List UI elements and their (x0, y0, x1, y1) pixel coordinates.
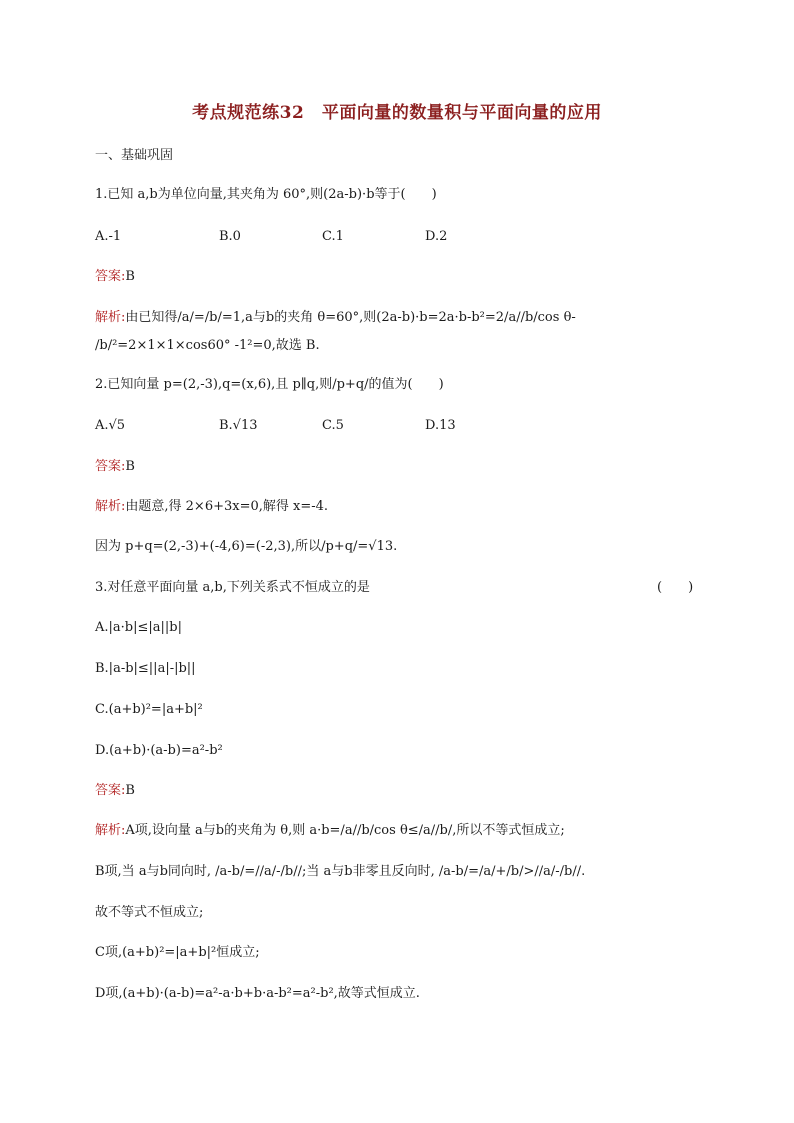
q3-analysis-line-5: D项,(a+b)·(a-b)=a²-a·b+b·a-b²=a²-b²,故等式恒成立. (95, 986, 420, 1001)
answer-label: 答案: (95, 783, 126, 798)
analysis-label: 解析: (95, 823, 126, 838)
analysis-text: 由题意,得 2×6+3x=0,解得 x=-4. (125, 499, 329, 514)
answer-value: B (125, 783, 135, 798)
q2-option-a: A.√5 (95, 418, 126, 433)
q3-stem: 3.对任意平面向量 a,b,下列关系式不恒成立的是 (95, 580, 370, 595)
q3-analysis-line-4: C项,(a+b)²=|a+b|²恒成立; (95, 945, 260, 960)
q3-option-c: C.(a+b)²=|a+b|² (95, 702, 203, 717)
q3-analysis-line-1 (95, 822, 565, 840)
analysis-label: 解析: (95, 499, 126, 514)
q3-option-a: A.|a·b|≤|a||b| (95, 620, 182, 635)
q2-analysis-line-1 (95, 498, 328, 516)
q2-option-b: B.√13 (219, 418, 258, 433)
q1-option-d: D.2 (425, 229, 448, 244)
q2-analysis-line-2: 因为 p+q=(2,-3)+(-4,6)=(-2,3),所以/p+q/=√13. (95, 539, 398, 554)
q2-option-c: C.5 (322, 418, 344, 433)
page-title: 考点规范练32 平面向量的数量积与平面向量的应用 (192, 103, 602, 123)
q2-stem: 2.已知向量 p=(2,-3),q=(x,6),且 p∥q,则/p+q/的值为( ) (95, 377, 444, 392)
q1-option-c: C.1 (322, 229, 344, 244)
q3-answer (95, 782, 135, 800)
answer-value: B (125, 269, 135, 284)
q2-answer (95, 458, 135, 476)
q3-answer-blank: ( ) (657, 580, 694, 595)
answer-value: B (125, 459, 135, 474)
analysis-text: A项,设向量 a与b的夹角为 θ,则 a·b=/a//b/cos θ≤/a//b/,所以不等式恒成立; (125, 823, 565, 838)
analysis-label: 解析: (95, 310, 126, 325)
q1-analysis-line-2: /b/²=2×1×1×cos60° -1²=0,故选 B. (95, 338, 320, 353)
answer-label: 答案: (95, 459, 126, 474)
q1-option-b: B.0 (219, 229, 241, 244)
q1-option-a: A.-1 (95, 229, 122, 244)
q3-option-d: D.(a+b)·(a-b)=a²-b² (95, 743, 223, 758)
q1-answer (95, 268, 135, 286)
q3-analysis-line-2: B项,当 a与b同向时, /a-b/=//a/-/b//;当 a与b非零且反向时, /a-b/=/a/+/b/>//a/-/b//. (95, 864, 586, 879)
q1-stem: 1.已知 a,b为单位向量,其夹角为 60°,则(2a-b)·b等于( ) (95, 187, 437, 202)
analysis-text: 由已知得/a/=/b/=1,a与b的夹角 θ=60°,则(2a-b)·b=2a·b-b²=2/a//b/cos θ- (125, 310, 576, 325)
section-heading: 一、基础巩固 (95, 148, 174, 163)
q1-analysis-line-1 (95, 309, 576, 327)
q3-option-b: B.|a-b|≤||a|-|b|| (95, 661, 196, 676)
q3-analysis-line-3: 故不等式不恒成立; (95, 905, 204, 920)
q2-option-d: D.13 (425, 418, 456, 433)
answer-label: 答案: (95, 269, 126, 284)
